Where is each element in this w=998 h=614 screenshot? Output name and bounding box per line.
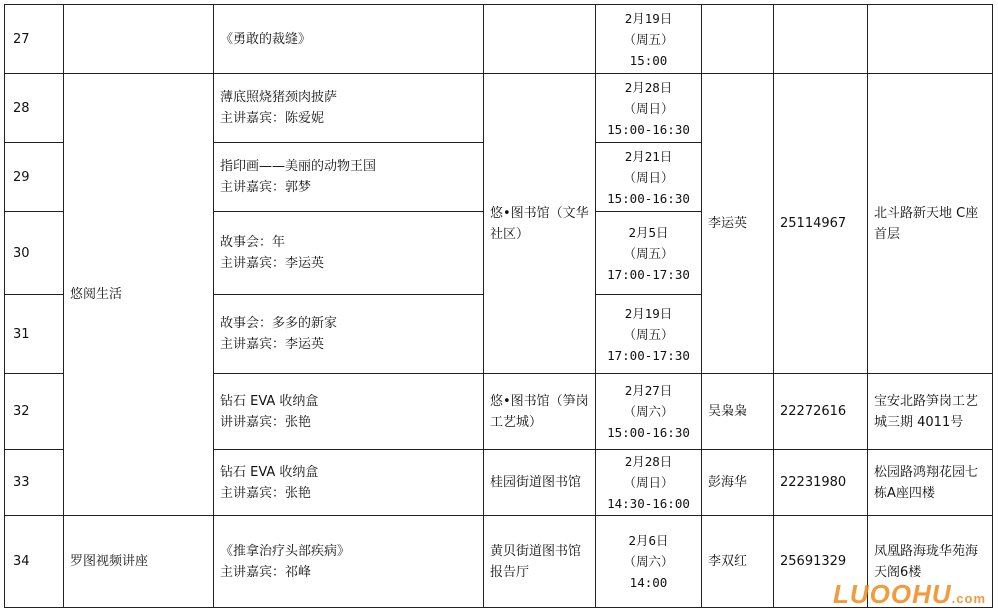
row-number: 29: [5, 143, 64, 212]
date-cell: 2月19日 （周五） 17:00-17:30: [596, 295, 702, 374]
activity-cell: [214, 74, 484, 143]
activity-title: 《勇敢的裁缝》: [220, 31, 312, 47]
venue-cell: 悠•图书馆（文华社区）: [484, 74, 596, 374]
schedule-table: [4, 4, 993, 608]
activity-speaker: 讲讲嘉宾：张艳: [220, 414, 312, 430]
address-cell: 松园路鸿翔花园七栋A座四楼: [868, 450, 993, 516]
category-cell: [64, 5, 214, 74]
row-number: 27: [5, 5, 64, 74]
date-cell: 2月27日 （周六） 15:00-16:30: [596, 374, 702, 450]
activity-title: 钻石 EVA 收纳盒: [220, 464, 319, 480]
address-cell: [868, 5, 993, 74]
activity-cell: [214, 143, 484, 212]
date-cell: 2月28日 （周日） 14:30-16:00: [596, 450, 702, 516]
phone-cell: [774, 5, 868, 74]
row-number: 34: [5, 516, 64, 608]
activity-title: 指印画——美丽的动物王国: [220, 159, 377, 174]
date-cell: 2月19日 （周五） 15:00: [596, 5, 702, 74]
date-cell: 2月28日 （周日） 15:00-16:30: [596, 74, 702, 143]
phone-cell: 22231980: [774, 450, 868, 516]
contact-cell: 彭海华: [702, 450, 774, 516]
activity-title: 钻石 EVA 收纳盒: [220, 393, 319, 409]
activity-cell: [214, 295, 484, 374]
venue-cell: 桂园街道图书馆: [484, 450, 596, 516]
phone-cell: 25691329: [774, 516, 868, 608]
contact-cell: 李双红: [702, 516, 774, 608]
activity-title: 故事会：年: [220, 235, 286, 250]
activity-title: 《推拿治疗头部疾病》: [220, 543, 351, 559]
date-cell: 2月21日 （周日） 15:00-16:30: [596, 143, 702, 212]
row-number: 32: [5, 374, 64, 450]
table-row: [5, 5, 993, 74]
venue-cell: 黄贝街道图书馆报告厅: [484, 516, 596, 608]
activity-cell: [214, 516, 484, 608]
activity-speaker: 主讲嘉宾：祁峰: [220, 564, 312, 580]
activity-cell: [214, 374, 484, 450]
activity-cell: [214, 5, 484, 74]
activity-speaker: 主讲嘉宾：陈爱妮: [220, 111, 325, 126]
activity-title: 薄底照烧猪颈肉披萨: [220, 90, 338, 105]
phone-cell: 25114967: [774, 74, 868, 374]
site-watermark-logo: LUOOHU.com: [832, 579, 986, 609]
activity-speaker: 主讲嘉宾：郭梦: [220, 180, 312, 195]
activity-title: 故事会：多多的新家: [220, 316, 338, 331]
activity-speaker: 主讲嘉宾：李运英: [220, 256, 325, 271]
address-cell: 北斗路新天地 C座首层: [868, 74, 993, 374]
contact-cell: [702, 5, 774, 74]
contact-cell: 吴枭枭: [702, 374, 774, 450]
venue-cell: 悠•图书馆（笋岗工艺城）: [484, 374, 596, 450]
activity-speaker: 主讲嘉宾：张艳: [220, 485, 312, 501]
address-cell: 宝安北路笋岗工艺城三期 4011号: [868, 374, 993, 450]
table-row: [5, 74, 993, 143]
phone-cell: 22272616: [774, 374, 868, 450]
category-cell: 罗图视频讲座: [64, 516, 214, 608]
date-cell: 2月5日 （周五） 17:00-17:30: [596, 212, 702, 295]
row-number: 28: [5, 74, 64, 143]
contact-cell: 李运英: [702, 74, 774, 374]
activity-cell: [214, 212, 484, 295]
date-cell: 2月6日 （周六） 14:00: [596, 516, 702, 608]
address-cell: 凤凰路海珑华苑海天阁6楼: [868, 516, 993, 608]
venue-cell: [484, 5, 596, 74]
row-number: 33: [5, 450, 64, 516]
row-number: 31: [5, 295, 64, 374]
category-cell: 悠阅生活: [64, 74, 214, 516]
activity-speaker: 主讲嘉宾：李运英: [220, 337, 325, 352]
activity-cell: [214, 450, 484, 516]
row-number: 30: [5, 212, 64, 295]
